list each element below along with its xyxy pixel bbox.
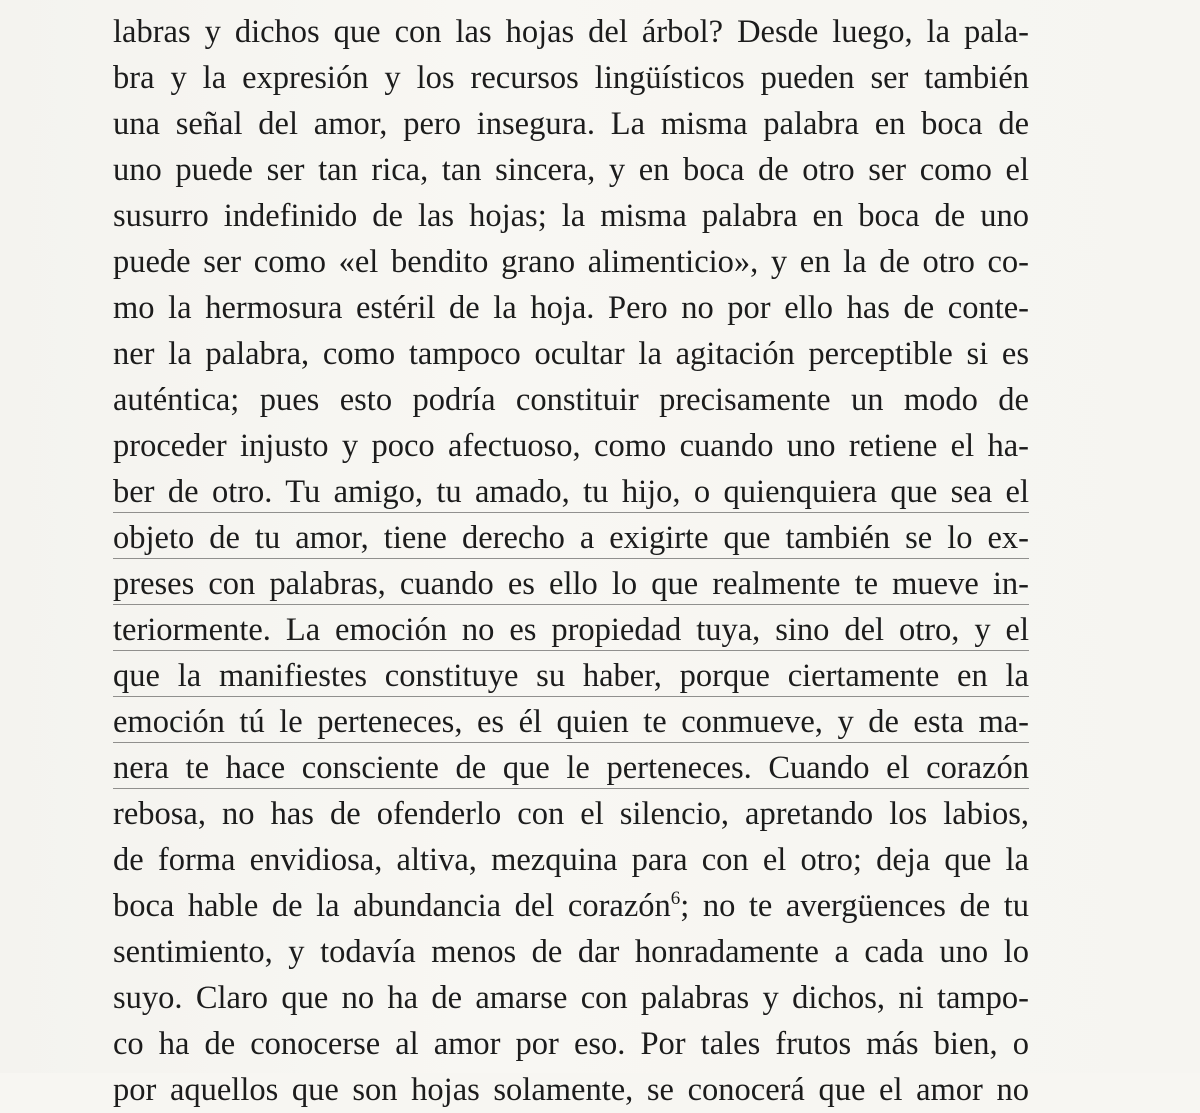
underlined-text-line: preses con palabras, cuando es ello lo que realmente te mueve in-	[113, 561, 1029, 607]
text-segment: ; no te avergüences de tu	[680, 888, 1029, 924]
text-line: uno puede ser tan rica, tan sincera, y en boca de otro ser como el	[113, 152, 1029, 188]
underlined-text-line: ber de otro. Tu amigo, tu amado, tu hijo, o quienquiera que sea el	[113, 469, 1029, 515]
underlined-text-line: objeto de tu amor, tiene derecho a exigirte que también se lo ex-	[113, 515, 1029, 561]
text-line: puede ser como «el bendito grano alimenticio», y en la de otro co-	[113, 244, 1029, 280]
text-line: proceder injusto y poco afectuoso, como cuando uno retiene el ha-	[113, 428, 1029, 464]
text-line: sentimiento, y todavía menos de dar honradamente a cada uno lo	[113, 934, 1029, 970]
text-line: ner la palabra, como tampoco ocultar la agitación perceptible si es	[113, 336, 1029, 372]
text-line: de forma envidiosa, altiva, mezquina para con el otro; deja que la	[113, 842, 1029, 878]
text-line: por aquellos que son hojas solamente, se conocerá que el amor no	[113, 1072, 1029, 1108]
text-line: mo la hermosura estéril de la hoja. Pero no por ello has de conte-	[113, 290, 1029, 326]
text-line: co ha de conocerse al amor por eso. Por tales frutos más bien, o	[113, 1026, 1029, 1062]
footnote-marker: 6	[670, 888, 681, 910]
underlined-text-line: que la manifiestes constituye su haber, porque ciertamente en la	[113, 653, 1029, 699]
text-line: auténtica; pues esto podría constituir precisamente un modo de	[113, 382, 1029, 418]
text-line: suyo. Claro que no ha de amarse con palabras y dichos, ni tampo-	[113, 980, 1029, 1016]
underlined-text-line: emoción tú le perteneces, es él quien te conmueve, y de esta ma-	[113, 699, 1029, 745]
body-text	[113, 9, 1033, 1113]
underlined-text-line: nera te hace consciente de que le perteneces. Cuando el corazón	[113, 745, 1029, 791]
text-line: bra y la expresión y los recursos lingüísticos pueden ser también	[113, 60, 1029, 96]
text-line: susurro indefinido de las hojas; la misma palabra en boca de uno	[113, 198, 1029, 234]
text-line: una señal del amor, pero insegura. La misma palabra en boca de	[113, 106, 1029, 142]
text-line: labras y dichos que con las hojas del árbol? Desde luego, la pala-	[113, 14, 1029, 50]
underlined-text-line: teriormente. La emoción no es propiedad tuya, sino del otro, y el	[113, 607, 1029, 653]
text-segment: boca hable de la abundancia del corazón	[113, 888, 671, 924]
text-line-with-footnote	[113, 883, 1029, 929]
text-line: rebosa, no has de ofenderlo con el silencio, apretando los labios,	[113, 796, 1029, 832]
